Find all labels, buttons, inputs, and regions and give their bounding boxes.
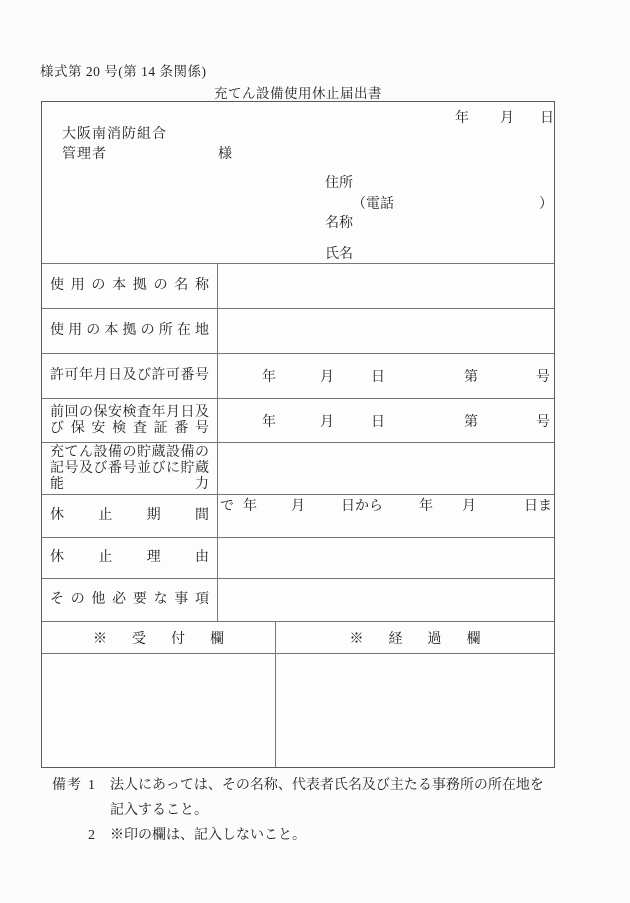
form-box xyxy=(41,101,555,768)
base-address-value-cell[interactable] xyxy=(218,309,554,353)
row-label-cell xyxy=(42,495,218,537)
row-label-cell xyxy=(42,579,218,621)
stamp-header-row xyxy=(42,621,554,653)
remarks-items xyxy=(88,773,548,848)
row-label-cell xyxy=(42,264,218,308)
stamp-body-row xyxy=(42,653,554,767)
remark-text: 法人にあっては、その名称、代表者氏名及び主たる事務所の所在地を記入すること。 xyxy=(110,778,544,818)
reception-column-header: ※受付欄 xyxy=(93,631,249,647)
until-wrap-label: で xyxy=(220,499,234,514)
year-label: 年 xyxy=(243,499,257,514)
table-row xyxy=(42,353,554,398)
date-month-label: 月 xyxy=(500,111,514,126)
row-label-cell xyxy=(42,399,218,442)
day-from-label: 日から xyxy=(341,499,383,514)
address-label: 住所 xyxy=(325,176,353,191)
table-row xyxy=(42,537,554,578)
reception-column-header-cell xyxy=(42,622,276,653)
remark-number: 1 xyxy=(88,778,95,793)
permit-date-value-cell[interactable] xyxy=(218,354,554,398)
row-label: 使用の本拠の名称 xyxy=(50,278,209,293)
row-label: 許可年月日及び許可番号 xyxy=(50,368,209,383)
row-label-cell xyxy=(42,309,218,353)
remark-number: 2 xyxy=(88,828,95,843)
base-name-value-cell[interactable] xyxy=(218,264,554,308)
suspension-period-value-cell[interactable] xyxy=(218,495,554,537)
day-label: 日 xyxy=(371,414,385,430)
row-label: 休止期間 xyxy=(50,508,209,523)
suspension-reason-value-cell[interactable] xyxy=(218,538,554,578)
day-until-label: 日ま xyxy=(524,499,552,514)
remarks-label: 備考 xyxy=(52,778,82,793)
number-prefix-label: 第 xyxy=(464,370,478,385)
table-row xyxy=(42,578,554,621)
remark-item xyxy=(88,773,548,823)
table-row xyxy=(42,398,554,442)
number-prefix-label: 第 xyxy=(464,414,478,430)
storage-capacity-value-cell[interactable] xyxy=(218,443,554,494)
table-row xyxy=(42,308,554,353)
date-year-label: 年 xyxy=(455,111,469,126)
remark-item xyxy=(88,823,548,848)
name-label: 名称 xyxy=(325,216,353,231)
progress-column-header-cell xyxy=(276,622,554,653)
month-label: 月 xyxy=(320,414,334,430)
number-suffix-label: 号 xyxy=(536,370,550,385)
table-row xyxy=(42,263,554,308)
remark-text: ※印の欄は、記入しないこと。 xyxy=(110,828,306,843)
inspection-date-value-cell[interactable] xyxy=(218,399,554,442)
form-header-section xyxy=(42,102,554,263)
progress-column-header: ※経過欄 xyxy=(349,631,506,647)
remarks-section xyxy=(52,773,548,848)
row-label: その他必要な事項 xyxy=(50,592,209,607)
form-title: 充てん設備使用休止届出書 xyxy=(214,86,382,101)
month-label: 月 xyxy=(320,370,334,385)
year-label: 年 xyxy=(262,414,276,430)
year-label: 年 xyxy=(262,370,276,385)
recipient-title: 管理者 xyxy=(62,147,107,162)
form-number: 様式第 20 号(第 14 条関係) xyxy=(40,64,207,79)
other-matters-value-cell[interactable] xyxy=(218,579,554,621)
month-label: 月 xyxy=(291,499,305,514)
phone-close-label: ） xyxy=(539,197,553,212)
row-label: 前回の保安検査年月日及び保安検査証番号 xyxy=(50,404,209,436)
row-label: 休止理由 xyxy=(50,550,209,565)
table-row xyxy=(42,442,554,494)
progress-stamp-area xyxy=(276,654,554,767)
recipient-organization: 大阪南消防組合 xyxy=(62,127,167,142)
row-label: 充てん設備の貯蔵設備の記号及び番号並びに貯蔵能力 xyxy=(50,444,209,492)
row-label-cell xyxy=(42,443,218,494)
row-label-cell xyxy=(42,354,218,398)
table-row xyxy=(42,494,554,537)
honorific-label: 様 xyxy=(218,147,232,162)
month-label: 月 xyxy=(462,499,476,514)
reception-stamp-area xyxy=(42,654,276,767)
row-label: 使用の本拠の所在地 xyxy=(50,323,209,338)
date-day-label: 日 xyxy=(540,111,554,126)
row-label-cell xyxy=(42,538,218,578)
person-name-label: 氏名 xyxy=(325,247,353,262)
phone-open-label: （電話 xyxy=(352,197,394,212)
number-suffix-label: 号 xyxy=(536,414,550,430)
day-label: 日 xyxy=(371,370,385,385)
year-label: 年 xyxy=(419,499,433,514)
